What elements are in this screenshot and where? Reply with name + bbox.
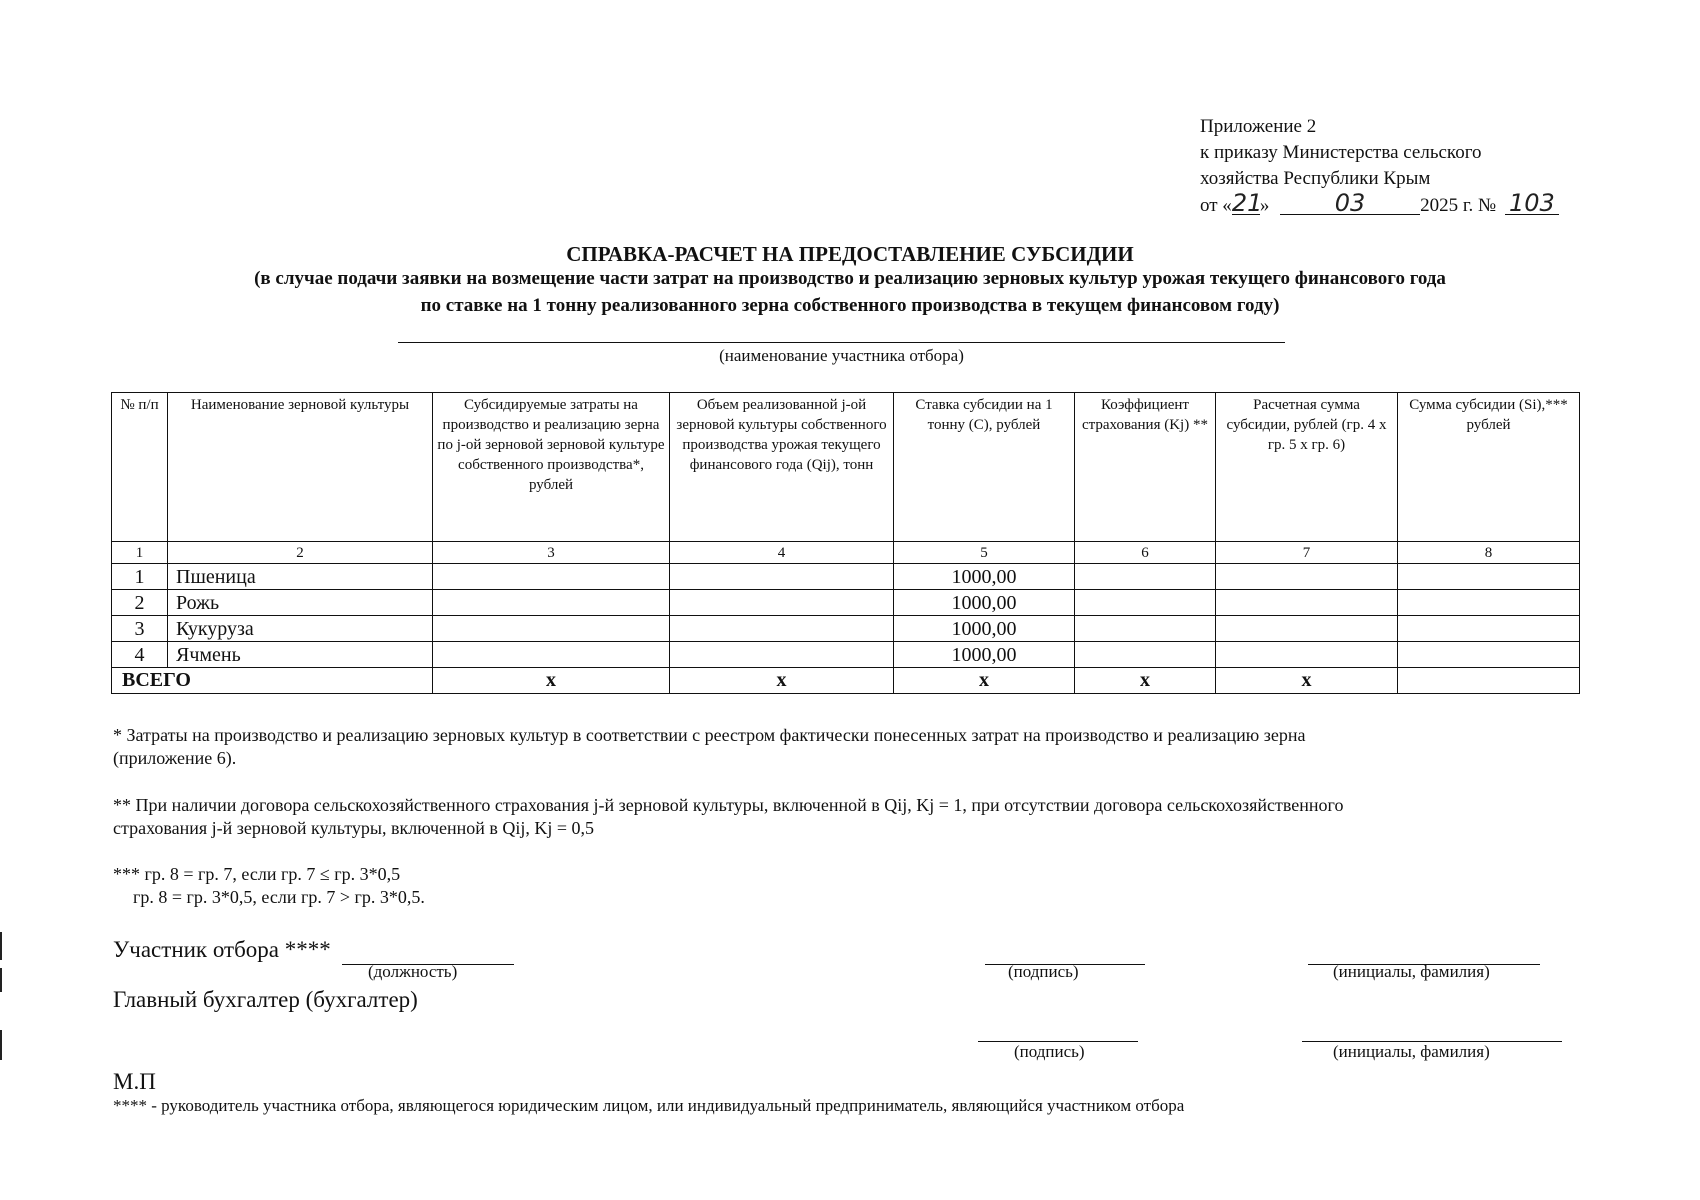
total-x: x bbox=[670, 668, 894, 694]
header-num: № п/п bbox=[112, 393, 168, 542]
cell-coefficient[interactable] bbox=[1075, 616, 1216, 642]
cell-subsidy[interactable] bbox=[1398, 590, 1580, 616]
position-caption: (должность) bbox=[368, 962, 458, 981]
table-row: 3 Кукуруза 1000,00 bbox=[112, 616, 1580, 642]
appendix-line: хозяйства Республики Крым bbox=[1200, 168, 1431, 189]
cell-volume[interactable] bbox=[670, 616, 894, 642]
total-x: x bbox=[894, 668, 1075, 694]
header-costs: Субсидируемые затраты на производство и реализацию зерна по j-ой зерновой зерновой культуре собственного производства*, рублей bbox=[433, 393, 670, 542]
cell-costs[interactable] bbox=[433, 642, 670, 668]
month-field: 03 bbox=[1280, 192, 1420, 215]
cell-coefficient[interactable] bbox=[1075, 564, 1216, 590]
total-row bbox=[112, 668, 1580, 694]
cell-coefficient[interactable] bbox=[1075, 642, 1216, 668]
signature-caption: (подпись) bbox=[1008, 962, 1079, 981]
footnote-formula: *** гр. 8 = гр. 7, если гр. 7 ≤ гр. 3*0,5 гр. 8 = гр. 3*0,5, если гр. 7 > гр. 3*0,5. bbox=[113, 864, 425, 907]
margin-mark bbox=[0, 1030, 2, 1060]
margin-mark bbox=[0, 932, 2, 960]
table-header-row bbox=[112, 393, 1580, 542]
total-subsidy[interactable] bbox=[1398, 668, 1580, 694]
appendix-line: Приложение 2 bbox=[1200, 116, 1317, 137]
day-field: 21 bbox=[1231, 189, 1263, 217]
cell-subsidy[interactable] bbox=[1398, 616, 1580, 642]
appendix-date-line: от «21» 03 2025 г. № 103 bbox=[1200, 192, 1559, 219]
cell-calculated[interactable] bbox=[1216, 590, 1398, 616]
footnote-coefficient: ** При наличии договора сельскохозяйственного страхования j-й зерновой культуры, включенной в Qij, Kj = 1, при отсутствии договора сельскохозяйственного страхования j-й зерновой культуры, включенной в Qij, Kj = 0,5 bbox=[113, 795, 1344, 838]
table-row: 1 Пшеница 1000,00 bbox=[112, 564, 1580, 590]
participant-name-line bbox=[398, 342, 1285, 343]
margin-mark bbox=[0, 968, 2, 992]
cell-calculated[interactable] bbox=[1216, 616, 1398, 642]
cell-costs[interactable] bbox=[433, 590, 670, 616]
total-label: ВСЕГО bbox=[112, 668, 433, 694]
appendix-block bbox=[1200, 114, 1559, 219]
cell-volume[interactable] bbox=[670, 590, 894, 616]
document-title: СПРАВКА-РАСЧЕТ НА ПРЕДОСТАВЛЕНИЕ СУБСИДИИ bbox=[566, 242, 1134, 266]
cell-volume[interactable] bbox=[670, 642, 894, 668]
total-x: x bbox=[433, 668, 670, 694]
cell-subsidy[interactable] bbox=[1398, 642, 1580, 668]
seal-label: М.П bbox=[113, 1069, 156, 1094]
cell-coefficient[interactable] bbox=[1075, 590, 1216, 616]
document-subtitle: по ставке на 1 тонну реализованного зерна собственного производства в текущем финансовом году) bbox=[420, 295, 1280, 316]
total-x: x bbox=[1075, 668, 1216, 694]
header-volume: Объем реализованной j-ой зерновой культуры собственного производства урожая текущего финансового года (Qij), тонн bbox=[670, 393, 894, 542]
initials-caption: (инициалы, фамилия) bbox=[1333, 962, 1490, 981]
footnote-costs: * Затраты на производство и реализацию зерновых культур в соответствии с реестром фактически понесенных затрат на производство и реализацию зерна (приложение 6). bbox=[113, 725, 1306, 768]
cell-costs[interactable] bbox=[433, 564, 670, 590]
order-number-field: 103 bbox=[1505, 192, 1559, 215]
header-rate: Ставка субсидии на 1 тонну (C), рублей bbox=[894, 393, 1075, 542]
cell-calculated[interactable] bbox=[1216, 564, 1398, 590]
appendix-line: к приказу Министерства сельского bbox=[1200, 142, 1482, 163]
header-coefficient: Коэффициент страхования (Kj) ** bbox=[1075, 393, 1216, 542]
signature-caption: (подпись) bbox=[1014, 1042, 1085, 1061]
initials-caption: (инициалы, фамилия) bbox=[1333, 1042, 1490, 1061]
participant-caption: (наименование участника отбора) bbox=[719, 346, 964, 365]
signature-footnote: **** - руководитель участника отбора, являющегося юридическим лицом, или индивидуальный предприниматель, являющийся участником отбора bbox=[113, 1096, 1185, 1115]
header-subsidy: Сумма субсидии (Si),*** рублей bbox=[1398, 393, 1580, 542]
table-row: 2 Рожь 1000,00 bbox=[112, 590, 1580, 616]
participant-label: Участник отбора **** bbox=[113, 937, 331, 962]
cell-subsidy[interactable] bbox=[1398, 564, 1580, 590]
subsidy-table bbox=[111, 392, 1580, 694]
header-calculated: Расчетная сумма субсидии, рублей (гр. 4 х гр. 5 х гр. 6) bbox=[1216, 393, 1398, 542]
header-crop: Наименование зерновой культуры bbox=[168, 393, 433, 542]
total-x: x bbox=[1216, 668, 1398, 694]
cell-costs[interactable] bbox=[433, 616, 670, 642]
cell-calculated[interactable] bbox=[1216, 642, 1398, 668]
table-row: 4 Ячмень 1000,00 bbox=[112, 642, 1580, 668]
document-subtitle: (в случае подачи заявки на возмещение части затрат на производство и реализацию зерновых культур урожая текущего финансового года bbox=[254, 268, 1446, 289]
cell-volume[interactable] bbox=[670, 564, 894, 590]
accountant-label: Главный бухгалтер (бухгалтер) bbox=[113, 987, 418, 1012]
column-number-row: 1 2 3 4 5 6 7 8 bbox=[112, 542, 1580, 564]
